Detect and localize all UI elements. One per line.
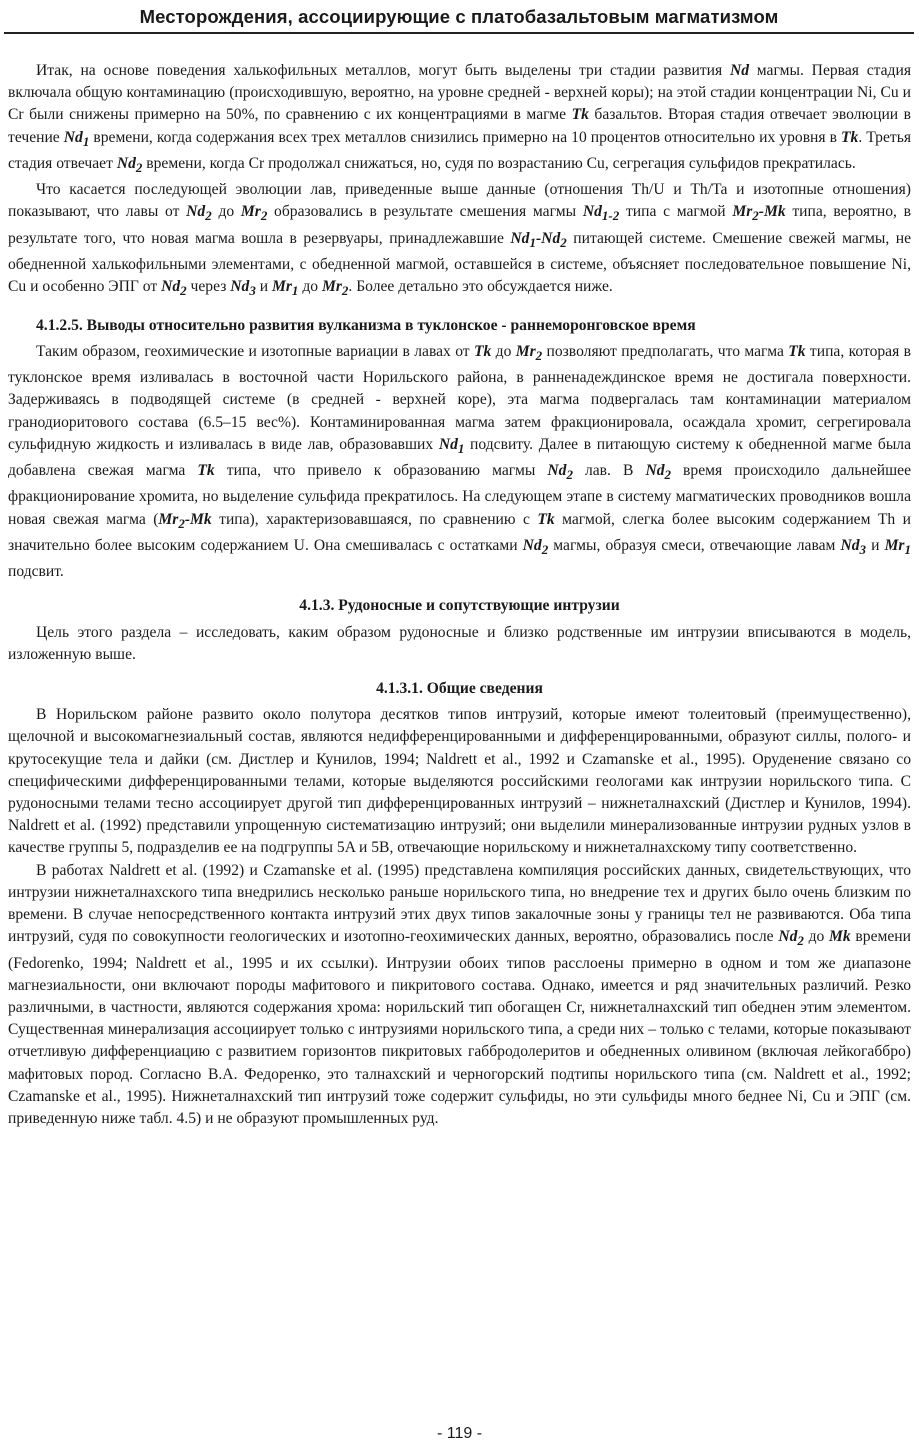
subsection-heading: 4.1.3.1. Общие сведения <box>376 679 543 697</box>
body-text <box>8 60 911 1130</box>
paragraph: Что касается последующей эволюции лав, приведенные выше данные (отношения Th/U и Th/Ta и изотопные отношения) показывают, что лавы от $Nd_2$ до $Mr_2$ образовались в результате смешения магмы $Nd_{1-2}$ типа с магмой $Mr_2-Mk$ типа, вероятно, в результате того, что новая магма вошла в резервуары, принадлежавшие $Nd_1-Nd_2$ питающей системе. Смешение свежей магмы, не обедненной халькофильными элементами, с обедненной магмой, оставшейся в системе, объясняет последовательное повышение Ni, Cu и особенно ЭПГ от $Nd_2$ через $Nd_3$ и $Mr_1$ до $Mr_2$. Более детально это обсуждается ниже. <box>8 181 911 299</box>
page-number: - 119 - <box>436 1425 483 1442</box>
paragraph: Таким образом, геохимические и изотопные вариации в лавах от Tk до $Mr_2$ позволяют предполагать, что магма Tk типа, которая в туклонское время изливалась в восточной части Норильского района, в ранненадеждинское время не достигала поверхности. Задерживаясь в подводящей системе (в средней - верхней коре), эта магма подвергалась там контаминации материалом гранодиоритового состава (6.5–15 вес%). Контаминированная магма затем фракционировала, осаждала хромит, сегрегировала сульфидную жидкость и изливалась в виде лав, образовавших $Nd_1$ подсвиту. Далее в питающую систему к обедненной магме была добавлена свежая магма Tk типа, что привело к образованию магмы $Nd_2$ лав. В $Nd_2$ время происходило дальнейшее фракционирование хромита, но выделение сульфида прекратилось. На следующем этапе в систему магматических проводников вошла новая свежая магма ($Mr_2-Mk$ типа), характеризовавшаяся, по сравнению с Tk магмой, слегка более высоким содержанием Th и значительно более высоким содержанием U. Она смешивалась с остатками $Nd_2$ магмы, образуя смеси, отвечающие лавам $Nd_3$ и $Mr_1$ подсвит. <box>8 342 912 581</box>
running-head: Месторождения, ассоциирующие с платобазальтовым магматизмом <box>4 4 914 34</box>
paragraph: В работах Naldrett et al. (1992) и Czamanske et al. (1995) представлена компиляция российских данных, свидетельствующих, что интрузии нижнеталнахского типа внедрились несколько раньше норильского типа, но внедрение тех и других было очень близким по времени. В случае непосредственного контакта интрузий этих двух типов закалочные зоны у границы тел не развиваются. Оба типа интрузий, судя по совокупности геологических и изотопно-геохимических данных, вероятно, образовались после $Nd_2$ до Mk времени (Fedorenko, 1994; Naldrett et al., 1995 и их ссылки). Интрузии обоих типов расслоены примерно в одном и том же диапазоне магнезиальности, они включают породы мафитового и пикритового состава. Однако, имеется и ряд значительных различий. Резко различными, в частности, являются содержания хрома: норильский тип обогащен Cr, нижнеталнахский тип обеднен этим элементом. Существенная минерализация ассоциирует только с интрузиями норильского типа, а среди них – только с телами, которые показывают отчетливую дифференциацию с развитием горизонтов пикритовых габбродолеритов и обедненных оливином (включая лейкогаббро) мафитовых пород. Согласно В.А. Федоренко, это талнахский и черногорский подтипы норильского типа (см. Naldrett et al., 1992; Czamanske et al., 1995). Нижнеталнахский тип интрузий тоже содержит сульфиды, но эти сульфиды много беднее Ni, Cu и ЭПГ (см. приведенную ниже табл. 4.5) и не образуют промышленных руд. <box>8 861 911 1127</box>
section-heading: 4.1.2.5. Выводы относительно развития вулканизма в туклонское - раннеморонговское время <box>36 316 696 334</box>
paragraph: Цель этого раздела – исследовать, каким образом рудоносные и близко родственные им интрузии вписываются в модель, изложенную выше. <box>8 623 911 663</box>
paragraph: Итак, на основе поведения халькофильных металлов, могут быть выделены три стадии развития Nd магмы. Первая стадия включала общую контаминацию (происходившую, вероятно, на уровне средней - верхней коры); на этой стадии концентрации Ni, Cu и Cr были снижены примерно на 50%, по сравнению с их концентрациями в магме Tk базальтов. Вторая стадия отвечает эволюции в течение $Nd_1$ времени, когда содержания всех трех металлов снизились примерно на 10 процентов относительно их уровня в Tk. Третья стадия отвечает $Nd_2$ времени, когда Cr продолжал снижаться, но, судя по возрастанию Cu, сегрегация сульфидов прекратилась. <box>8 62 912 176</box>
section-heading: 4.1.3. Рудоносные и сопутствующие интрузии <box>299 597 620 615</box>
paragraph: В Норильском районе развито около полутора десятков типов интрузий, которые имеют толеитовый (преимущественно), щелочной и высокомагнезиальный состав, являются недифференцированными и дифференцированными, образуют силлы, полого- и крутосекущие тела и дайки (см. Дистлер и Кунилов, 1994; Naldrett et al., 1992 и Czamanske et al., 1995). Оруденение связано со специфическими дифференцированными телами, которые выделяются российскими геологами как интрузии норильского типа. С рудоносными телами тесно ассоциирует другой тип дифференцированных интрузий – нижнеталнахский (Дистлер и Кунилов, 1994). Naldrett et al. (1992) представили упрощенную систематизацию интрузий; они выделили минерализованные интрузии рудных узлов в качестве группы 5, подразделив ее на подгруппы 5A и 5B, отвечающие норильскому и нижнеталнахскому типу соответственно. <box>8 706 911 857</box>
